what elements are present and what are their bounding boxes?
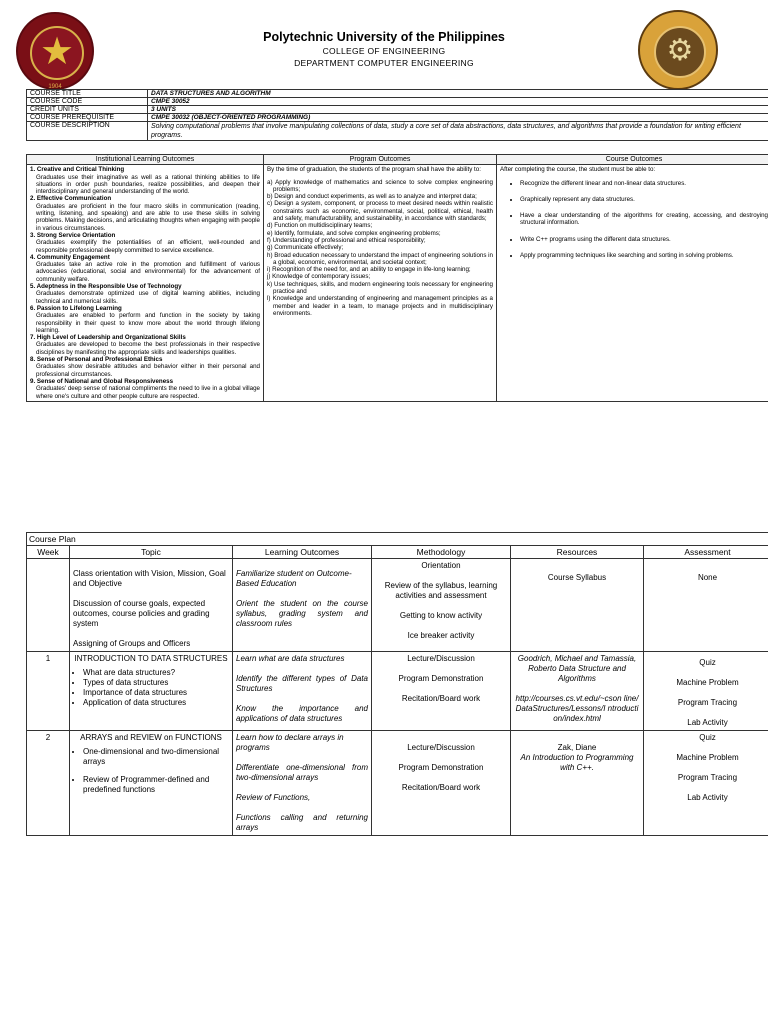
course-info-table	[26, 89, 768, 141]
ilo-title: 5. Adeptness in the Responsible Use of Technology	[30, 283, 182, 291]
topic-title: ARRAYS and REVIEW on FUNCTIONS	[80, 733, 222, 742]
po-item: d) Function on multidisciplinary teams;	[267, 222, 373, 230]
ilo-item	[30, 254, 260, 283]
methodology-text: Lecture/Discussion	[407, 654, 475, 663]
ilo-title: 4. Community Engagement	[30, 253, 110, 261]
resource-text: Zak, Diane	[557, 743, 597, 752]
assessment-text: Program Tracing	[677, 698, 738, 707]
table-row	[27, 165, 768, 402]
resources-cell	[511, 731, 644, 836]
po-item: c) Design a system, component, or process to meet desired needs within realistic constraints such as economic, environmental, social, political, ethical, health and safety, manufacturability, and sustainability, in accordance with standards;	[267, 200, 493, 223]
po-item: b) Design and conduct experiments, as well as to analyze and interpret data;	[267, 193, 477, 201]
po-item: k) Use techniques, skills, and modern engineering tools necessary for engineering practice and	[267, 280, 493, 296]
assessment-header: Assessment	[644, 546, 768, 559]
topic-text: Discussion of course goals, expected outcomes, course policies and grading system	[73, 599, 210, 628]
week-cell: 2	[27, 731, 70, 836]
co-cell	[497, 165, 768, 402]
outcome-text: Functions calling and returning arrays	[236, 813, 368, 832]
list-item: • One-dimensional and two-dimensional arrays	[83, 747, 229, 767]
course-title-value: DATA STRUCTURES AND ALGORITHM	[148, 90, 768, 98]
ilo-body: Graduates show desirable attitudes and behavior either in their personal and professional circumstances.	[36, 363, 260, 378]
ilo-item	[30, 378, 260, 400]
methodology-text: Program Demonstration	[398, 674, 484, 683]
methodology-text: Getting to know activity	[399, 611, 483, 620]
po-item: f) Understanding of professional and ethical responsibility;	[267, 236, 426, 244]
methodology-text: Lecture/Discussion	[407, 743, 475, 752]
course-plan-title: Course Plan	[27, 533, 768, 546]
ilo-body: Graduates exemplify the potentialities of an efficient, well-rounded and responsible professional deeply committed to service excellence.	[36, 239, 260, 254]
table-header-row	[27, 155, 768, 165]
ilo-item	[30, 305, 260, 334]
table-row	[27, 98, 768, 106]
resource-text: An Introduction to Programming with C++.	[520, 753, 634, 772]
assessment-cell	[644, 731, 768, 836]
resource-text: Course Syllabus	[547, 573, 607, 582]
methodology-text: Recitation/Board work	[401, 783, 481, 792]
po-item: a) Apply knowledge of mathematics and science to solve complex engineering problems;	[267, 178, 493, 193]
course-code-value: CMPE 30052	[148, 98, 768, 106]
topic-header: Topic	[70, 546, 233, 559]
outcome-text: Know the importance and applications of data structures	[236, 704, 368, 723]
list-item: • Have a clear understanding of the algorithms for creating, accessing, and destroying structural information.	[520, 212, 768, 227]
ilo-item	[30, 283, 260, 305]
ilo-body: Graduates use their imaginative as well as a rational thinking abilities to life situations in order push boundaries, realize possibilities, and deepen their interdisciplinary and general understanding of the world.	[36, 173, 260, 196]
gear-icon: ⚙	[666, 34, 694, 67]
resource-link[interactable]: http://courses.cs.vt.edu/~cson line/DataStructures/Lessons/I ntroduction/index.html	[515, 694, 639, 723]
list-item: • Application of data structures	[83, 698, 229, 708]
ilo-title: 6. Passion to Lifelong Learning	[30, 304, 122, 312]
topic-text: Assigning of Groups and Officers	[73, 639, 191, 648]
assessment-text: Quiz	[699, 733, 716, 742]
course-prerequisite-label: COURSE PREREQUISITE	[27, 114, 148, 122]
credit-units-value: 3 UNITS	[148, 106, 768, 114]
course-description-label: COURSE DESCRIPTION	[27, 122, 148, 141]
ilo-title: 3. Strong Service Orientation	[30, 231, 116, 239]
outcome-text: Orient the student on the course syllabus, grading system and classroom rules	[236, 599, 368, 628]
topic-text: Class orientation with Vision, Mission, Goal and Objective	[73, 569, 226, 588]
ilo-item	[30, 232, 260, 254]
topic-cell	[70, 559, 233, 652]
course-plan-table	[26, 532, 768, 836]
table-header-row	[27, 546, 768, 559]
table-row	[27, 106, 768, 114]
assessment-text: Machine Problem	[676, 678, 739, 687]
course-code-label: COURSE CODE	[27, 98, 148, 106]
methodology-cell	[372, 559, 511, 652]
ilo-item	[30, 334, 260, 356]
table-row	[27, 90, 768, 98]
college-name: COLLEGE OF ENGINEERING	[322, 46, 446, 56]
po-item: i) Recognition of the need for, and an ability to engage in life-long learning;	[267, 266, 471, 274]
week-cell: 1	[27, 652, 70, 731]
ilo-title: 1. Creative and Critical Thinking	[30, 166, 125, 174]
list-item: • Write C++ programs using the different data structures.	[520, 236, 768, 243]
table-row	[27, 731, 768, 836]
ilo-item	[30, 195, 260, 231]
ilo-header: Institutional Learning Outcomes	[27, 155, 264, 165]
assessment-text: Lab Activity	[687, 718, 728, 727]
outcome-text: Familiarize student on Outcome-Based Education	[236, 569, 352, 588]
ilo-body: Graduates are developed to become the best professionals in their respective disciplines by manifesting the appropriate skills and leaderships qualities.	[36, 341, 260, 356]
ilo-item	[30, 356, 260, 378]
outcome-text: Differentiate one-dimensional from two-dimensional arrays	[236, 763, 368, 782]
ilo-body: Graduates demonstrate optimized use of digital learning abilities, including technical and numerical skills.	[36, 290, 260, 305]
list-item: • Apply programming techniques like searching and sorting in solving problems.	[520, 252, 768, 259]
po-header: Program Outcomes	[264, 155, 497, 165]
outcomes-cell	[233, 652, 372, 731]
course-prerequisite-value: CMPE 30032 (OBJECT-ORIENTED PROGRAMMING)	[148, 114, 768, 122]
po-intro: By the time of graduation, the students of the program shall have the ability to:	[267, 166, 481, 174]
resources-cell	[511, 652, 644, 731]
outcome-text: Learn what are data structures	[236, 654, 345, 663]
methodology-cell	[372, 731, 511, 836]
assessment-cell	[644, 652, 768, 731]
credit-units-label: CREDIT UNITS	[27, 106, 148, 114]
methodology-text: Orientation	[421, 561, 461, 570]
ilo-title: 8. Sense of Personal and Professional Ethics	[30, 356, 163, 364]
po-item: g) Communicate effectively;	[267, 244, 344, 252]
methodology-text: Recitation/Board work	[401, 694, 481, 703]
table-row	[27, 559, 768, 652]
resources-header: Resources	[511, 546, 644, 559]
list-item: • Graphically represent any data structures.	[520, 196, 768, 203]
po-cell	[264, 165, 497, 402]
topic-cell	[70, 731, 233, 836]
ilo-body: Graduates' deep sense of national compliments the need to live in a global village where one's culture and other people culture are respected.	[36, 385, 260, 400]
ilo-body: Graduates take an active role in the promotion and fulfillment of various advocacies (educational, social and environmental) for the advancement of community welfare.	[36, 261, 260, 283]
ilo-cell	[27, 165, 264, 402]
table-row	[27, 122, 768, 141]
outcomes-table	[26, 154, 768, 402]
list-item: • Importance of data structures	[83, 688, 229, 698]
ilo-title: 2. Effective Communication	[30, 195, 112, 203]
po-item: j) Knowledge of contemporary issues;	[267, 273, 371, 281]
outcomes-cell	[233, 559, 372, 652]
star-icon: ★	[39, 31, 75, 73]
ilo-item	[30, 166, 260, 195]
methodology-header: Methodology	[372, 546, 511, 559]
topic-bullets	[73, 668, 229, 708]
topic-bullets	[73, 747, 229, 795]
methodology-text: Program Demonstration	[398, 763, 484, 772]
ilo-body: Graduates are enabled to perform and function in the society by taking responsibility in their quest to know more about the world through lifelong learning.	[36, 312, 260, 334]
list-item: • Review of Programmer-defined and predefined functions	[83, 775, 229, 795]
assessment-text: None	[697, 573, 718, 582]
po-item: e) Identify, formulate, and solve complex engineering problems;	[267, 229, 441, 237]
assessment-text: Machine Problem	[676, 753, 739, 762]
assessment-cell	[644, 559, 768, 652]
department-name: DEPARTMENT COMPUTER ENGINEERING	[294, 58, 474, 68]
co-header: Course Outcomes	[497, 155, 768, 165]
list-item: • Recognize the different linear and non-linear data structures.	[520, 180, 768, 187]
assessment-text: Program Tracing	[677, 773, 738, 782]
outcome-text: Review of Functions,	[236, 793, 311, 802]
learning-outcomes-header: Learning Outcomes	[233, 546, 372, 559]
resources-cell	[511, 559, 644, 652]
topic-title: INTRODUCTION TO DATA STRUCTURES	[74, 654, 228, 663]
table-row	[27, 114, 768, 122]
course-description-value: Solving computational problems that involve manipulating collections of data, study a core set of data abstractions, data structures, and algorithms that provide a foundation for writing efficient programs.	[148, 122, 768, 141]
methodology-text: Ice breaker activity	[407, 631, 475, 640]
table-title-row	[27, 533, 768, 546]
ilo-title: 9. Sense of National and Global Responsiveness	[30, 377, 174, 385]
ilo-body: Graduates are proficient in the four macro skills in communication (reading, writing, listening, and speaking) and are able to use these skills in solving problems. Making decisions, and articulating thoughts when engaging with people in various circumstances.	[36, 202, 260, 232]
seal-year: 1904	[48, 84, 62, 90]
topic-cell	[70, 652, 233, 731]
week-header: Week	[27, 546, 70, 559]
co-list	[500, 180, 768, 260]
assessment-text: Quiz	[699, 658, 716, 667]
co-intro: After completing the course, the student must be able to:	[500, 166, 656, 174]
methodology-cell	[372, 652, 511, 731]
po-item: h) Broad education necessary to understand the impact of engineering solutions in a global, economic, environmental, and societal context;	[267, 251, 493, 266]
course-title-label: COURSE TITLE	[27, 90, 148, 98]
outcomes-cell	[233, 731, 372, 836]
list-item: • Types of data structures	[83, 678, 229, 688]
week-cell	[27, 559, 70, 652]
ilo-title: 7. High Level of Leadership and Organizational Skills	[30, 334, 186, 342]
outcome-text: Learn how to declare arrays in programs	[236, 733, 344, 752]
assessment-text: Lab Activity	[687, 793, 728, 802]
list-item: • What are data structures?	[83, 668, 229, 678]
po-item: l) Knowledge and understanding of engineering and management principles as a member and leader in a team, to manage projects and in multidisciplinary environments.	[267, 295, 493, 317]
methodology-text: Review of the syllabus, learning activities and assessment	[384, 581, 498, 600]
university-name: Polytechnic University of the Philippines	[263, 30, 505, 44]
table-row	[27, 652, 768, 731]
outcome-text: Identify the different types of Data Structures	[236, 674, 368, 693]
resource-text: Goodrich, Michael and Tamassia, Roberto Data Structure and Algorithms	[517, 654, 637, 683]
